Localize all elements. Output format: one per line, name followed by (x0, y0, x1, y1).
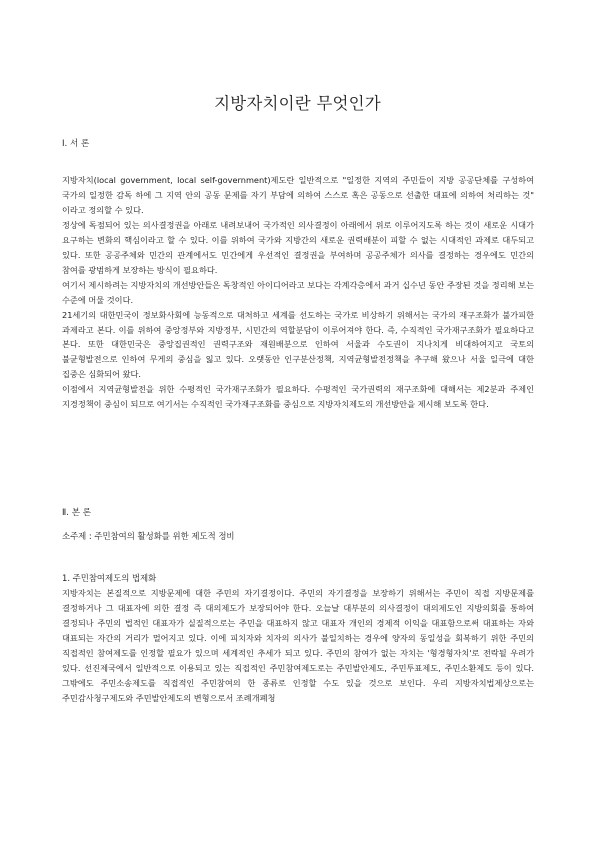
paragraph: 지방자치(local government, local self-government)제도란 일반적으로 "일정한 지역의 주민들이 지방 공공단체를 구성하여 국가의 일정한 감독 하에 그 지역 안의 공동 문제를 자기 부담에 의하여 스스로 혹은 공동으로 선출한 대표에 의하여 처리하는 것" 이라고 정의할 수 있다. (62, 175, 534, 215)
paragraph: 이점에서 지역균형발전을 위한 수평적인 국가재구조화가 필요하다. 수평적인 국가권력의 재구조화에 대해서는 제2분과 주제인 지경정책이 중심이 되므로 여기서는 수직적인 국가재구조화를 중심으로 지방자치제도의 개선방안을 제시해 보도록 한다. (62, 384, 534, 410)
main-body (62, 586, 534, 706)
paragraph: 21세기의 대한민국이 정보화사회에 능동적으로 대처하고 세계를 선도하는 국가로 비상하기 위해서는 국가의 재구조화가 불가피한 과제라고 본다. 이를 위하여 중앙정부와 지방정부, 시민간의 역할분담이 이루어져야 한다. 즉, 수직적인 국가재구조화가 필요하다고 본다. 또한 대한민국은 중앙집권적인 권력구조와 재원배분으로 인하여 서울과 수도권이 지나치게 비대하여지고 국토의 불균형발전으로 인하여 무게의 중심을 잃고 있다. 오랫동안 인구분산정책, 지역균형발전정책을 추구해 왔으나 서울 일극에 대한 집중은 심화되어 왔다. (62, 309, 534, 380)
paragraph: 정상에 독점되어 있는 의사결정권을 아래로 내려보내어 국가적인 의사결정이 아래에서 위로 이루어지도록 하는 것이 새로운 시대가 요구하는 변화의 핵심이라고 할 수 있다. 이를 위하여 국가와 지방간의 새로운 권력배분이 피할 수 없는 시대적인 과제로 대두되고 있다. 또한 공공주체와 민간의 관계에서도 민간에게 우선적인 결정권을 부여하며 공공주체가 의사를 결정하는 경우에도 민간의 참여를 광범하게 보장하는 방식이 필요하다. (62, 219, 534, 275)
subtopic-line: 소주제 : 주민참여의 활성화를 위한 제도적 정비 (62, 531, 235, 541)
paragraph: 여기서 제시하려는 지방자치의 개선방안들은 독창적인 아이디어라고 보다는 각계각층에서 과거 십수년 동안 주장된 것을 정리해 보는 수준에 머물 것이다. (62, 279, 534, 305)
subheading-1: 1. 주민참여제도의 법제화 (62, 573, 157, 583)
paragraph: 지방자치는 본질적으로 지방문제에 대한 주민의 자기결정이다. 주민의 자기결정을 보장하기 위해서는 주민이 직접 지방문제를 결정하거나 그 대표자에 의한 결정 즉 대의제도가 보장되어야 한다. 오늘날 대부분의 의사결정이 대의제도인 지방의회를 통하여 결정되나 주민의 법적인 대표자가 실질적으로는 주민을 대표하지 않고 대표자 개인의 경제적 이익을 대표함으로써 대표하는 자와 대표되는 자간의 거리가 멀어지고 있다. 이에 피치자와 치자의 의사가 불일치하는 경우에 양자의 동일성을 회복하기 위한 주민의 직접적인 참여제도를 인정할 필요가 있으며 세계적인 추세가 되고 있다. 주민의 참여가 없는 자치는 '형경형자치'로 전락될 우려가 있다. 선진제국에서 일반적으로 이용되고 있는 직접적인 주민참여제도로는 주민발안제도, 주민투표제도, 주민소환제도 등이 있다. 그밖에도 주민소송제도를 직접적인 주민참여의 한 종류로 인정할 수도 있을 것으로 보인다. 우리 지방자치법제상으로는 주민감사청구제도와 주민발안제도의 변형으로서 조례개폐청 (62, 588, 534, 703)
section-heading-main: Ⅱ. 본 론 (62, 508, 92, 518)
introduction-body (62, 173, 534, 412)
document-title: 지방자치이란 무엇인가 (214, 94, 381, 113)
section-heading-introduction: Ⅰ. 서 론 (62, 139, 90, 149)
